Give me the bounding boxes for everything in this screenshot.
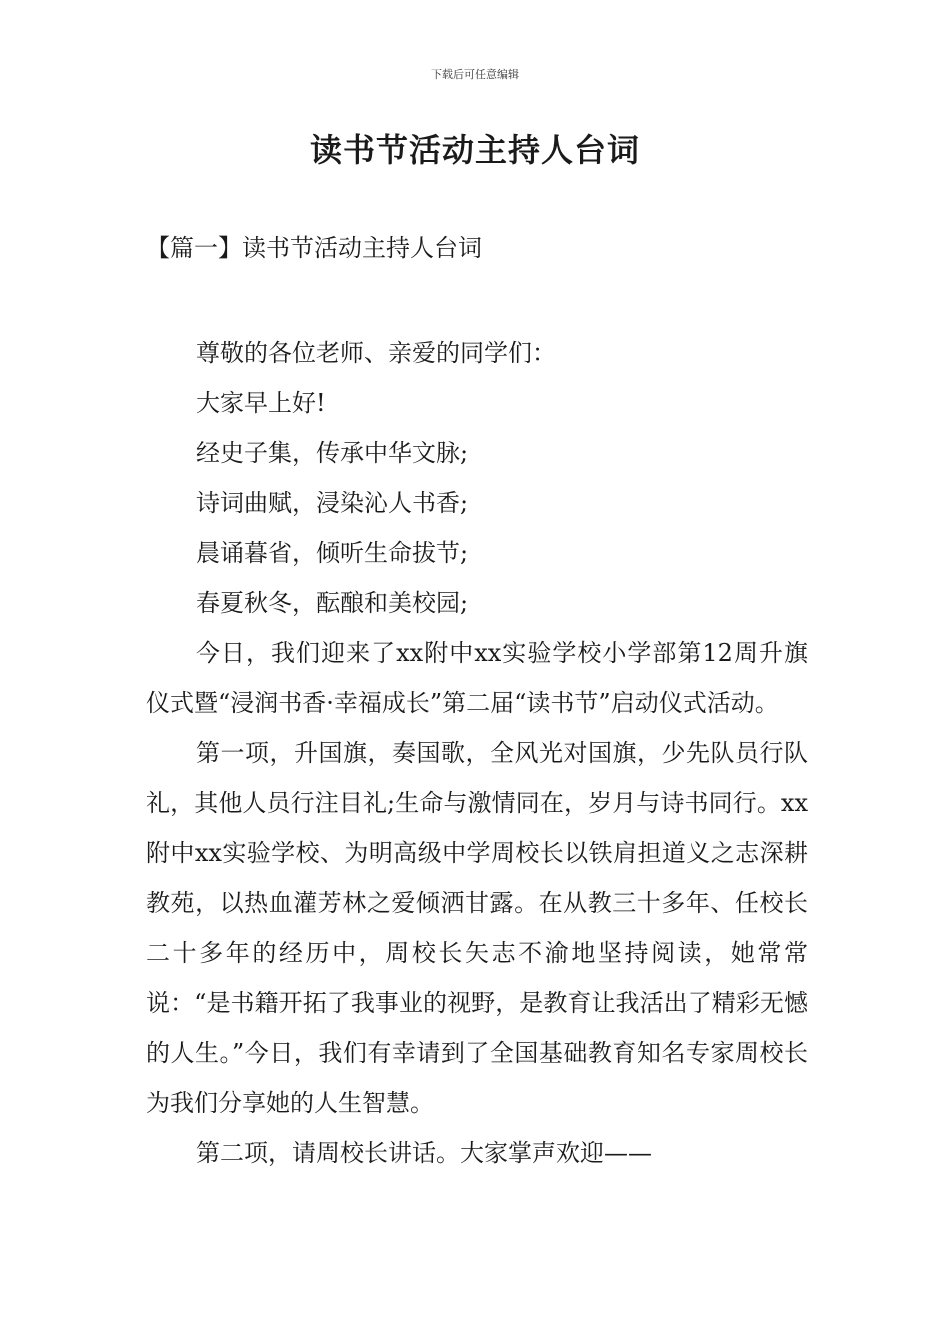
paragraph-item-1: 第一项，升国旗，奏国歌，全风光对国旗，少先队员行队礼，其他人员行注目礼;生命与激情同在，岁月与诗书同行。xx附中xx实验学校、为明高级中学周校长以铁肩担道义之志深耕教苑，以热血灌芳林之爱倾洒甘露。在从教三十多年、任校长二十多年的经历中，周校长矢志不渝地坚持阅读，她常常说：“是书籍开拓了我事业的视野，是教育让我活出了精彩无憾的人生。”今日，我们有幸请到了全国基础教育知名专家周校长为我们分享她的人生智慧。 xyxy=(146,739,808,1117)
header-note: 下载后可任意编辑 xyxy=(431,68,519,81)
paragraph-item-2: 第二项，请周校长讲话。大家掌声欢迎—— xyxy=(196,1139,652,1167)
document-title: 读书节活动主持人台词 xyxy=(309,131,640,169)
paragraph-greeting: 尊敬的各位老师、亲爱的同学们： xyxy=(196,339,556,367)
paragraph-verse-4: 春夏秋冬，酝酿和美校园; xyxy=(196,589,469,617)
paragraph-verse-2: 诗词曲赋，浸染沁人书香; xyxy=(196,489,469,517)
paragraph-verse-3: 晨诵暮省，倾听生命拔节; xyxy=(196,539,469,567)
document-body xyxy=(146,328,808,1178)
paragraph-intro: 今日，我们迎来了xx附中xx实验学校小学部第12周升旗仪式暨“浸润书香·幸福成长”第二届“读书节”启动仪式活动。 xyxy=(146,639,808,717)
section-heading: 【篇一】读书节活动主持人台词 xyxy=(146,234,482,262)
paragraph-verse-1: 经史子集，传承中华文脉; xyxy=(196,439,469,467)
paragraph-morning: 大家早上好! xyxy=(196,389,326,417)
